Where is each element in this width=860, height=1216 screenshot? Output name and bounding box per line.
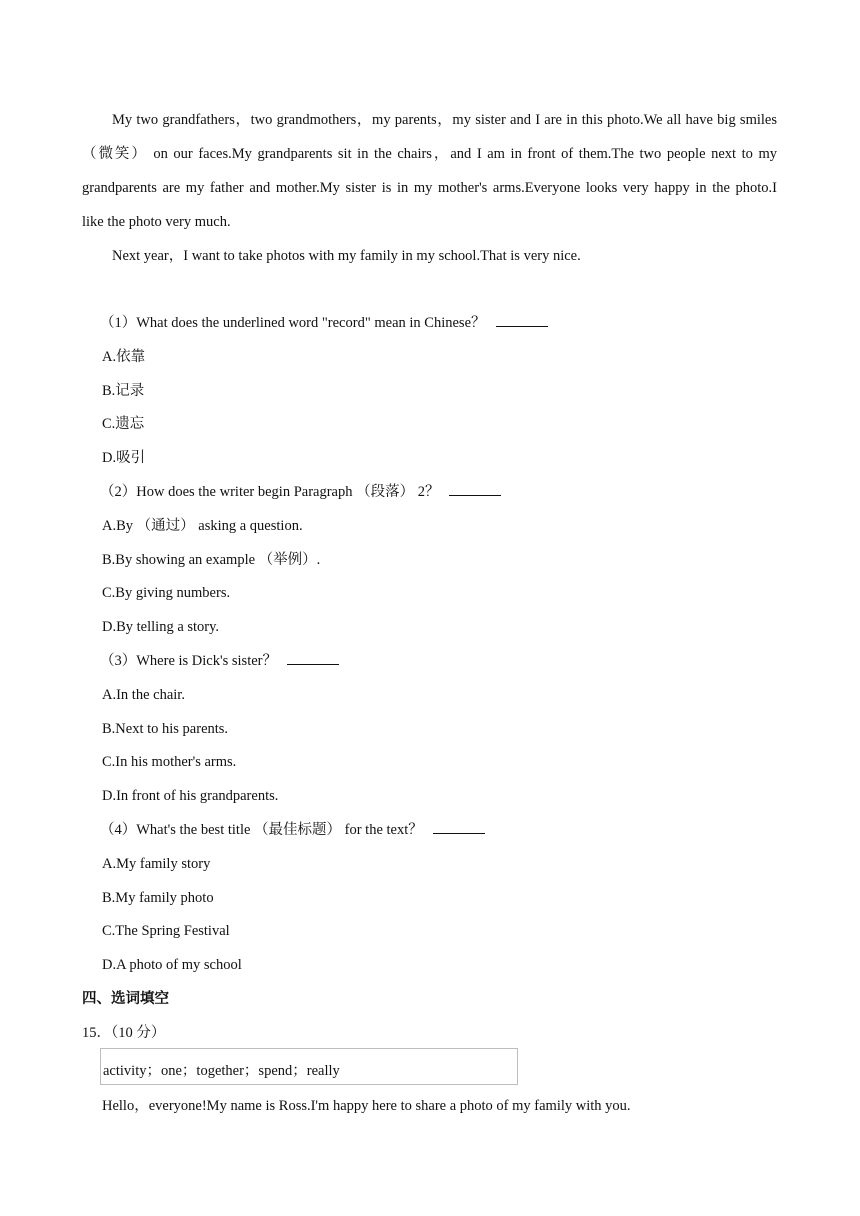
- question-1-text: （1）What does the underlined word "record" mean in Chinese？: [100, 315, 486, 331]
- passage-line-4: like the photo very much.: [82, 214, 231, 230]
- question-3-option-d: D.In front of his grandparents.: [102, 788, 279, 804]
- question-1-stem: [100, 314, 548, 332]
- question-1-option-b: B.记录: [102, 383, 145, 399]
- question-4-option-d: D.A photo of my school: [102, 957, 242, 973]
- question-2-option-d: D.By telling a story.: [102, 619, 220, 635]
- question-15-number: 15．（10 分）: [82, 1025, 166, 1041]
- passage-line-2: （微笑） on our faces.My grandparents sit in the chairs，and I am in front of them.The two people next to my: [82, 146, 777, 162]
- question-3-option-c: C.In his mother's arms.: [102, 754, 237, 770]
- passage-line-1: My two grandfathers，two grandmothers，my parents，my sister and I are in this photo.We all have big smiles: [112, 112, 777, 128]
- question-1-option-d: D.吸引: [102, 450, 146, 466]
- section-heading: 四、选词填空: [82, 991, 169, 1007]
- passage-line-3: grandparents are my father and mother.My sister is in my mother's arms.Everyone looks very happy in the photo.I: [82, 180, 777, 196]
- passage-line-5: Next year，I want to take photos with my family in my school.That is very nice.: [112, 248, 581, 264]
- answer-blank: [433, 821, 485, 834]
- question-2-option-b: B.By showing an example （举例）.: [102, 552, 321, 568]
- answer-blank: [496, 314, 548, 327]
- question-4-option-b: B.My family photo: [102, 890, 214, 906]
- question-2-option-a: A.By （通过） asking a question.: [102, 518, 303, 534]
- question-2-option-c: C.By giving numbers.: [102, 585, 231, 601]
- question-3-stem: [100, 652, 339, 670]
- word-bank-text: activity；one；together；spend；really: [103, 1063, 340, 1079]
- question-4-stem: [100, 821, 485, 839]
- question-4-text: （4）What's the best title （最佳标题） for the text？: [100, 822, 423, 838]
- answer-blank: [449, 483, 501, 496]
- question-2-text: （2）How does the writer begin Paragraph （段落） 2？: [100, 484, 440, 500]
- question-2-stem: [100, 483, 501, 501]
- question-4-option-c: C.The Spring Festival: [102, 923, 230, 939]
- question-3-option-a: A.In the chair.: [102, 687, 185, 703]
- question-3-option-b: B.Next to his parents.: [102, 721, 229, 737]
- question-1-option-a: A.依靠: [102, 349, 146, 365]
- question-3-text: （3）Where is Dick's sister？: [100, 653, 277, 669]
- question-1-option-c: C.遗忘: [102, 416, 145, 432]
- answer-blank: [287, 652, 339, 665]
- question-4-option-a: A.My family story: [102, 856, 211, 872]
- section-intro: Hello，everyone!My name is Ross.I'm happy here to share a photo of my family with you.: [102, 1098, 631, 1114]
- word-bank-box: [100, 1048, 518, 1085]
